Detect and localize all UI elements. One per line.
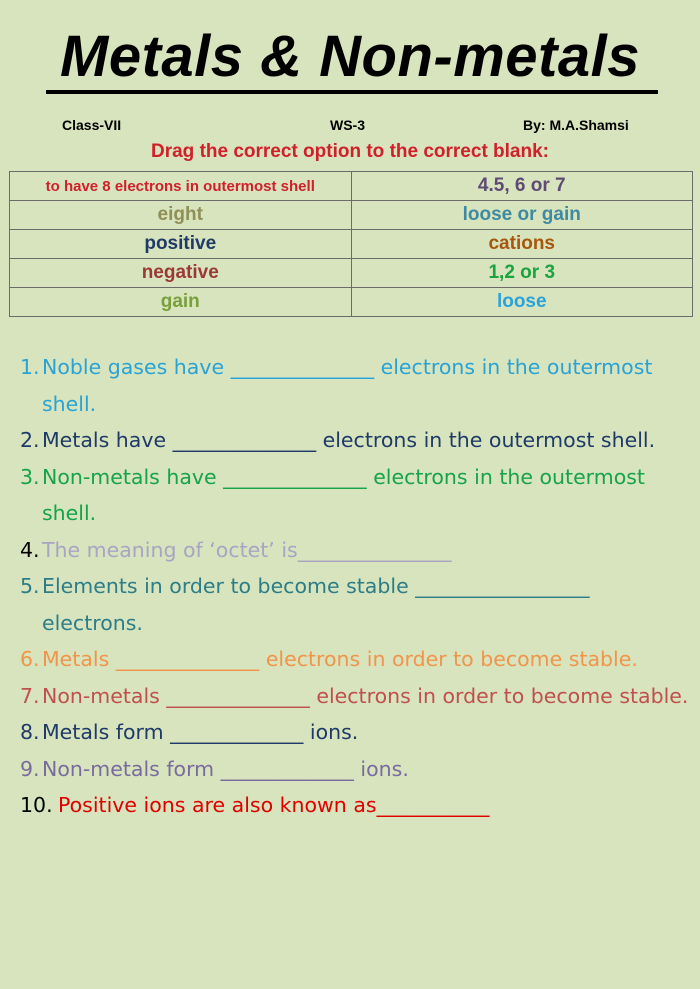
question-item xyxy=(20,459,690,532)
question-number: 7. xyxy=(20,683,40,708)
question-text-end: electrons in the outermost shell. xyxy=(42,464,645,525)
question-item xyxy=(20,714,690,751)
question-item xyxy=(20,532,690,569)
question-text: Metals have xyxy=(42,428,173,452)
question-text-end: electrons in the outermost shell. xyxy=(316,428,656,452)
question-text: Metals xyxy=(42,647,116,671)
option-chip[interactable]: 4.5, 6 or 7 xyxy=(351,172,693,201)
question-text: Non-metals form xyxy=(42,756,221,781)
question-text-end: electrons in the outermost shell. xyxy=(42,355,653,416)
option-chip[interactable]: gain xyxy=(10,288,352,317)
answer-blank[interactable]: _________________ xyxy=(415,574,590,598)
question-list xyxy=(20,349,690,824)
options-table xyxy=(9,171,693,317)
answer-blank[interactable]: ______________ xyxy=(172,428,317,452)
option-chip[interactable]: cations xyxy=(351,230,693,259)
worksheet-number: WS-3 xyxy=(330,117,365,133)
option-chip[interactable]: negative xyxy=(10,259,352,288)
option-chip[interactable]: to have 8 electrons in outermost shell xyxy=(10,172,352,201)
option-chip[interactable]: loose or gain xyxy=(351,201,693,230)
option-chip[interactable]: loose xyxy=(351,288,693,317)
question-text: The meaning of ‘octet’ is xyxy=(42,537,298,562)
question-text: Positive ions are also known as xyxy=(58,793,377,817)
question-text: Non-metals xyxy=(42,683,167,708)
question-number: 8. xyxy=(20,720,40,744)
question-text-end: electrons in order to become stable. xyxy=(309,683,689,708)
class-label: Class-VII xyxy=(62,117,122,133)
answer-blank[interactable]: ______________ xyxy=(223,464,367,489)
option-chip[interactable]: 1,2 or 3 xyxy=(351,259,693,288)
worksheet-title: Metals & Non-metals xyxy=(60,24,640,89)
question-text-end: ions. xyxy=(353,756,409,781)
question-number: 2. xyxy=(20,428,40,452)
question-item xyxy=(20,422,690,459)
options-row xyxy=(10,201,693,230)
option-chip[interactable]: positive xyxy=(10,230,352,259)
answer-blank[interactable]: ______________ xyxy=(230,355,375,379)
title-underline xyxy=(46,90,658,94)
question-number: 1. xyxy=(20,355,40,379)
question-text: Noble gases have xyxy=(42,355,231,379)
answer-blank[interactable]: ___________ xyxy=(376,793,490,817)
question-text: Metals form xyxy=(42,720,171,744)
options-row xyxy=(10,288,693,317)
question-number: 3. xyxy=(20,464,40,489)
answer-blank[interactable]: _______________ xyxy=(297,537,452,562)
options-row xyxy=(10,230,693,259)
question-item xyxy=(20,678,690,715)
question-text: Elements in order to become stable xyxy=(42,574,416,598)
question-text-end: electrons in order to become stable. xyxy=(259,647,638,671)
question-number: 9. xyxy=(20,756,40,781)
answer-blank[interactable]: _____________ xyxy=(220,756,354,781)
question-number: 6. xyxy=(20,647,40,671)
question-text-end: ions. xyxy=(303,720,359,744)
answer-blank[interactable]: _____________ xyxy=(170,720,304,744)
question-text-end: electrons. xyxy=(42,610,143,635)
options-row xyxy=(10,259,693,288)
question-number: 5. xyxy=(20,574,40,598)
instruction-text: Drag the correct option to the correct blank: xyxy=(151,141,549,162)
answer-blank[interactable]: ______________ xyxy=(115,647,260,671)
question-item xyxy=(20,349,690,422)
question-item xyxy=(20,751,690,788)
question-item xyxy=(20,641,690,678)
answer-blank[interactable]: ______________ xyxy=(166,683,310,708)
question-number: 4. xyxy=(20,537,40,562)
options-row xyxy=(10,172,693,201)
author-label: By: M.A.Shamsi xyxy=(523,117,629,133)
question-text: Non-metals have xyxy=(42,464,224,489)
question-item xyxy=(20,568,690,641)
question-item xyxy=(20,787,690,824)
question-number: 10. xyxy=(20,793,53,817)
option-chip[interactable]: eight xyxy=(10,201,352,230)
